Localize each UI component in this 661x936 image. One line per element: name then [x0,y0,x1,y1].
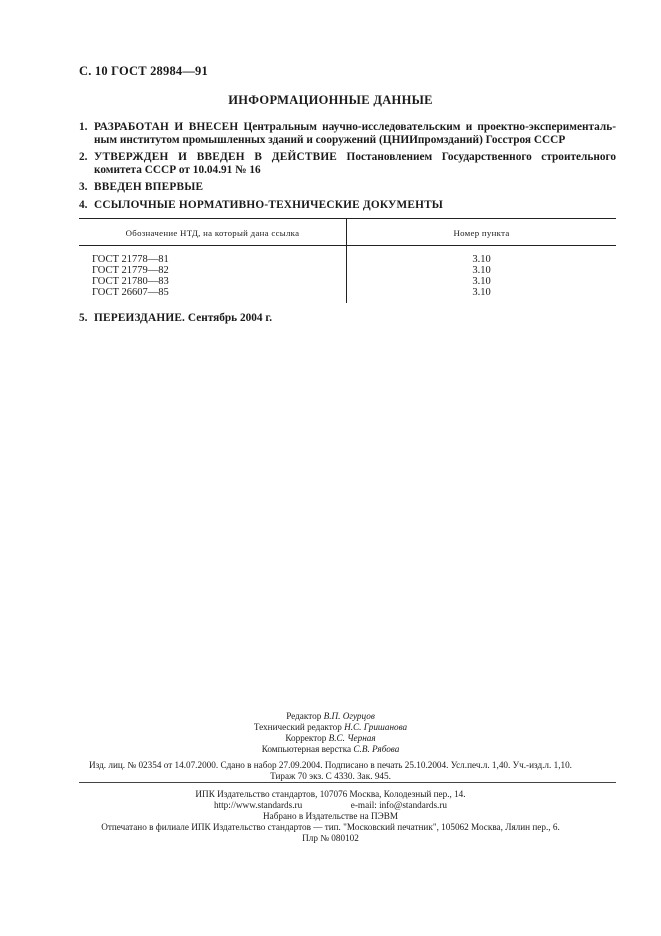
table-header-document: Обозначение НТД, на который дана ссылка [125,228,300,238]
publisher-website[interactable]: http://www.standards.ru [213,800,303,810]
table-cell-clause: 3.10 [472,287,491,298]
table-row [79,276,616,287]
item-heading: РАЗРАБОТАН И ВНЕСЕН [94,121,239,133]
publisher-address: ИПК Издательство стандартов, 107076 Москва, Колодезный пер., 14. [195,789,466,799]
table-cell-document: ГОСТ 21779—82 [92,265,169,276]
table-cell-clause: 3.10 [472,254,491,265]
publisher-printed-at: Отпечатано в филиале ИПК Издательство стандартов — тип. "Московский печатник", 105062 Москва, Лялин пер., 6. [101,822,560,832]
section-title: ИНФОРМАЦИОННЫЕ ДАННЫЕ [228,93,433,107]
credit-name: В.С. Черная [328,733,376,743]
table-row [79,287,616,298]
info-item-4 [79,199,616,212]
credit-proofreader [0,733,661,744]
credit-role: Компьютерная верстка [261,744,352,754]
reference-table [79,218,616,303]
publication-license-line: Изд. лиц. № 02354 от 14.07.2000. Сдано в набор 27.09.2004. Подписано в печать 25.10.2004. Усл.печ.л. 1,40. Уч.-изд.л. 1,10. [89,760,572,770]
item-number: 4. [79,199,88,211]
publisher-plr: Плр № 080102 [302,833,359,843]
publisher-contacts [0,800,661,811]
publisher-email[interactable]: e-mail: info@standards.ru [350,800,448,810]
page-header: С. 10 ГОСТ 28984—91 [79,64,208,78]
table-cell-document: ГОСТ 21780—83 [92,276,169,287]
table-cell-document: ГОСТ 21778—81 [92,254,169,265]
item-number: 2. [79,151,88,163]
item-heading: ССЫЛОЧНЫЕ НОРМАТИВНО-ТЕХНИЧЕСКИЕ ДОКУМЕНТЫ [94,199,444,211]
table-cell-document: ГОСТ 26607—85 [92,287,169,298]
publication-print-run: Тираж 70 экз. С 4330. Зак. 945. [270,771,391,781]
credit-role: Редактор [286,711,322,721]
item-text: Постановлением Государственного строительного комитета СССР от 10.04.91 № 16 [94,151,616,176]
publisher-typeset: Набрано в Издательстве на ПЭВМ [262,811,399,821]
info-item-3 [79,181,616,194]
imprint-divider [79,782,616,783]
credit-name: В.П. Огурцов [323,711,375,721]
table-cell-clause: 3.10 [472,276,491,287]
credit-editor [0,711,661,722]
credit-layout [0,744,661,755]
credit-tech-editor [0,722,661,733]
table-top-rule [79,218,616,219]
credit-name: Н.С. Гришанова [344,722,408,732]
info-item-1 [79,121,616,147]
table-row [79,254,616,265]
item-number: 5. [79,312,88,324]
item-heading: ВВЕДЕН ВПЕРВЫЕ [94,181,204,193]
table-cell-clause: 3.10 [472,265,491,276]
credit-role: Технический редактор [253,722,342,732]
credit-role: Корректор [285,733,327,743]
table-row [79,265,616,276]
item-text: Сентябрь 2004 г. [187,312,273,324]
info-item-5 [79,312,616,325]
item-heading: УТВЕРЖДЕН И ВВЕДЕН В ДЕЙСТВИЕ [94,151,338,163]
credit-name: С.В. Рябова [353,744,400,754]
item-number: 3. [79,181,88,193]
info-item-2 [79,151,616,177]
item-text: Центральным научно-исследовательским и проектно-эксперименталь-ным институтом промышленных зданий и сооружений (ЦНИИпромзданий) Госстроя СССР [94,121,616,146]
item-heading: ПЕРЕИЗДАНИЕ. [94,312,186,324]
table-header-rule [79,245,616,246]
item-number: 1. [79,121,88,133]
table-header-clause: Номер пункта [453,228,510,238]
